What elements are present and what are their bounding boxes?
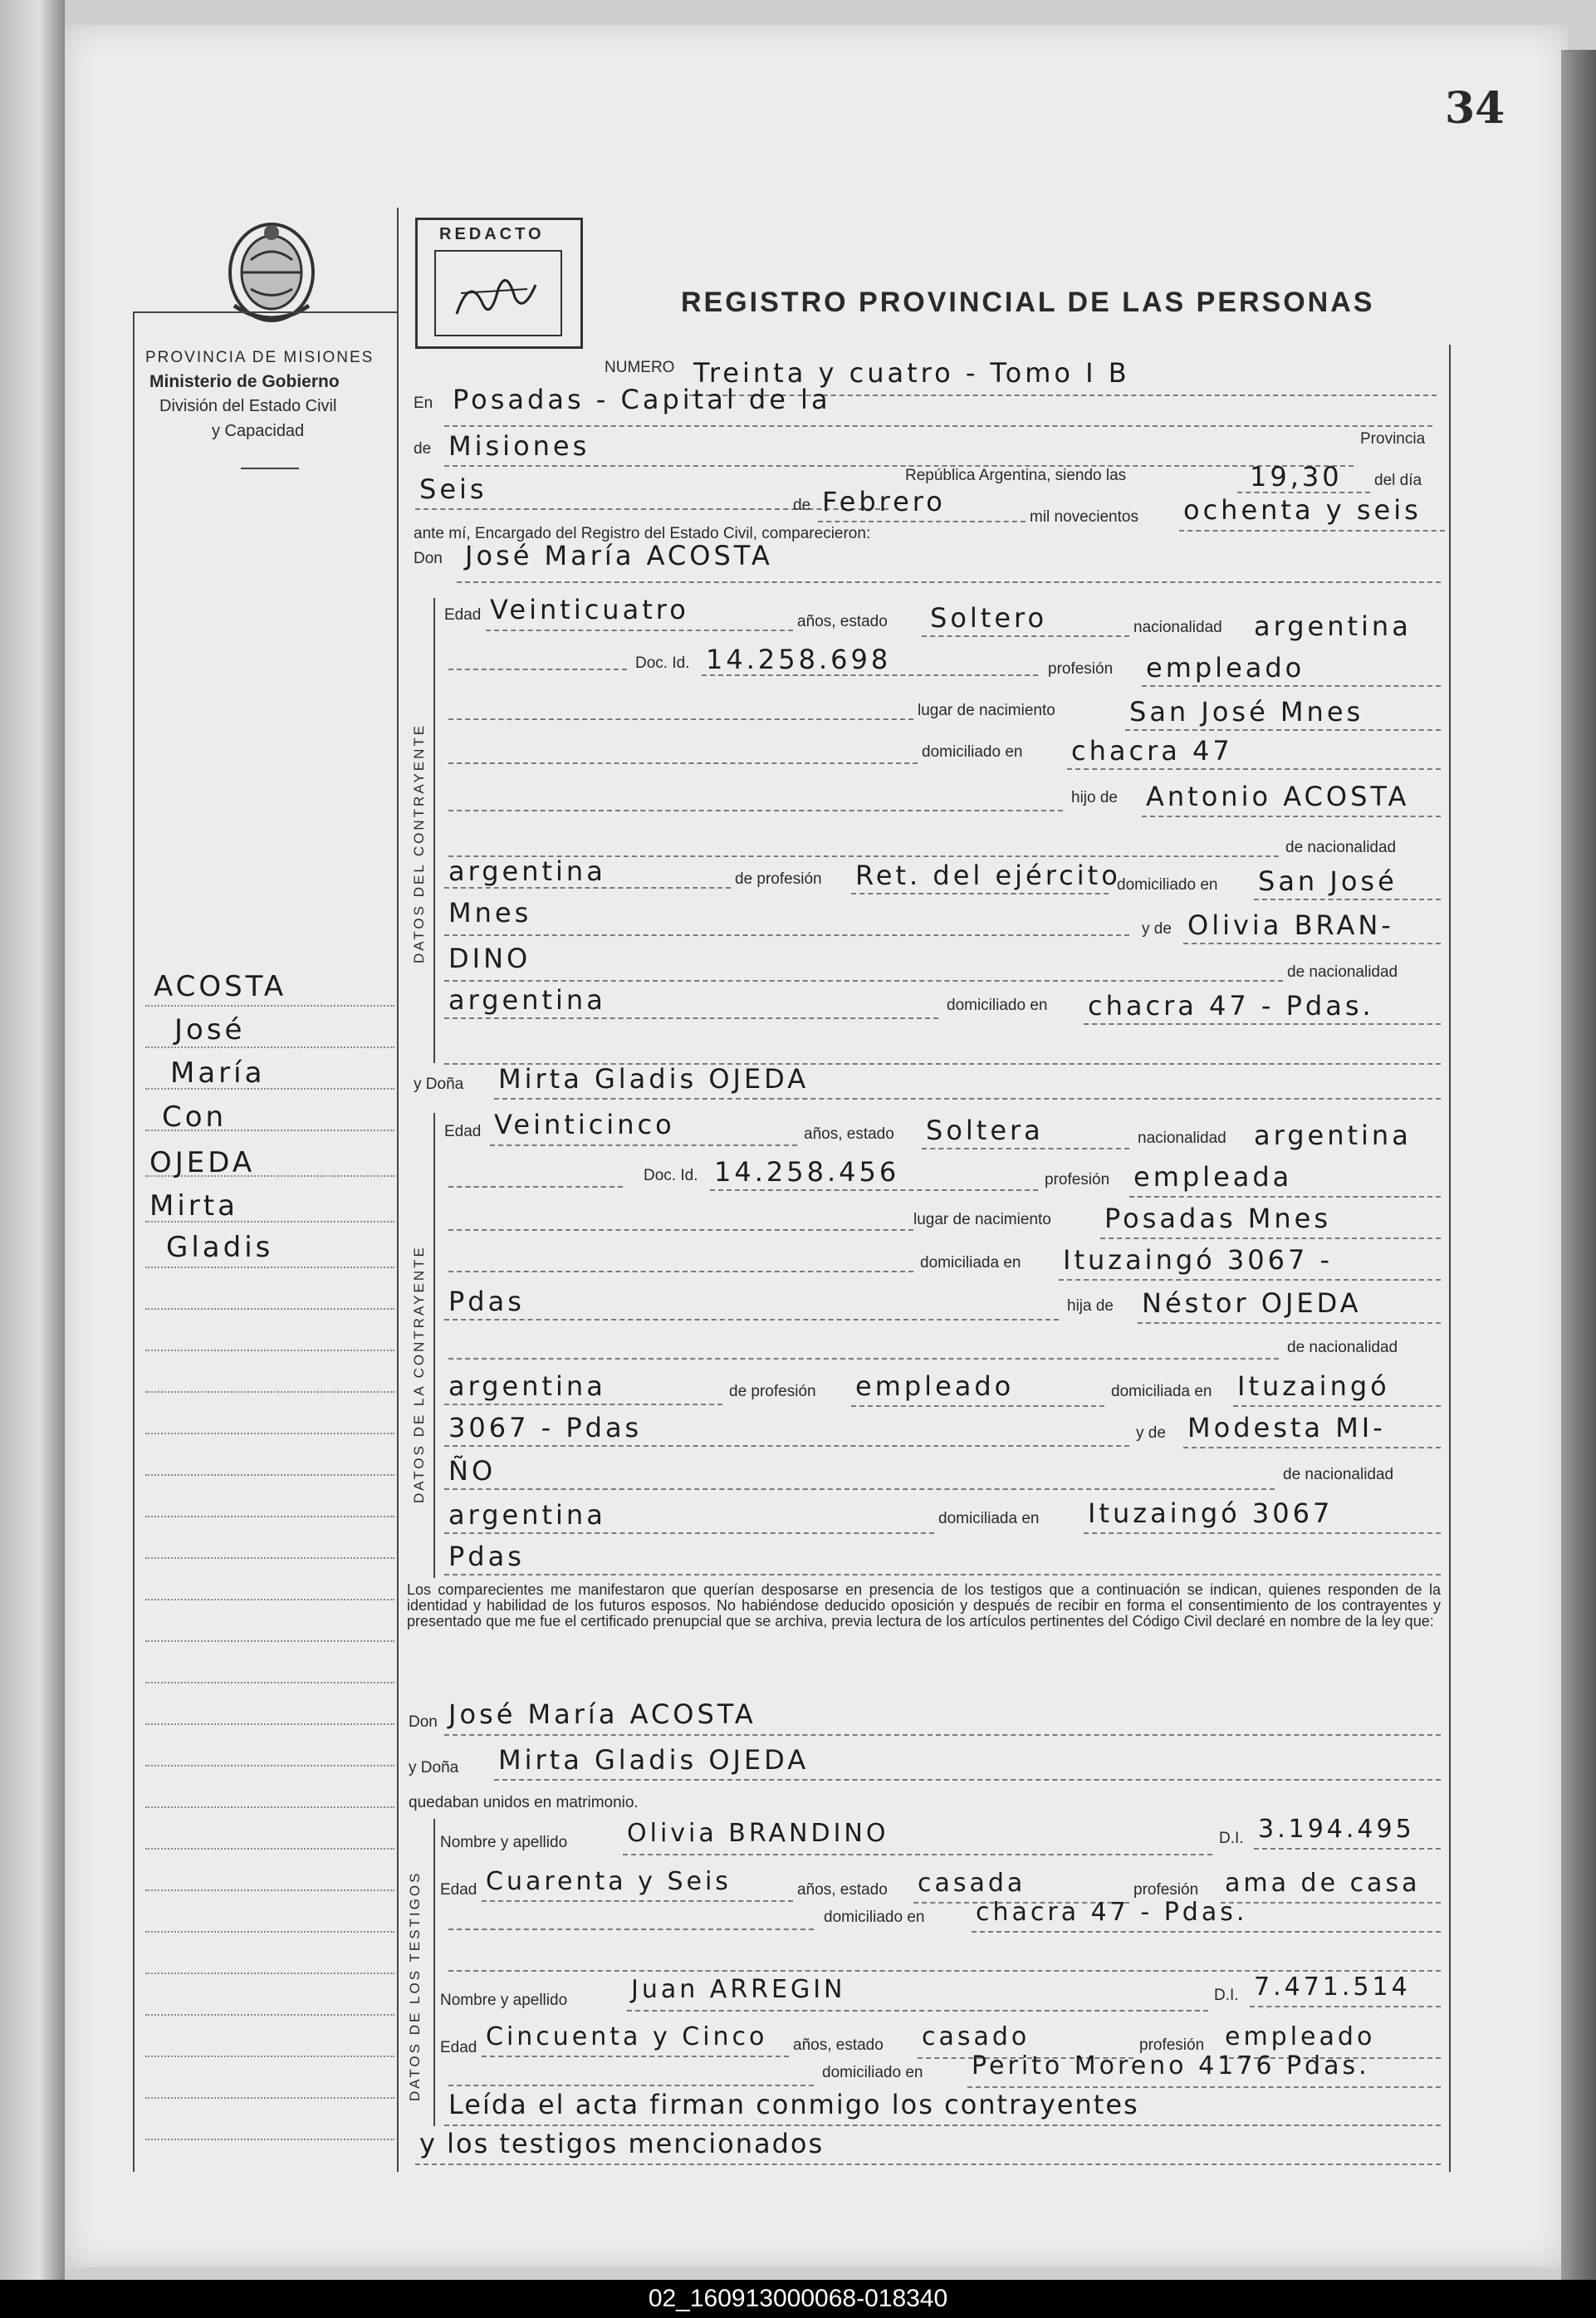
c2-estado: Soltera xyxy=(926,1115,1044,1146)
office-underline xyxy=(241,468,299,469)
t1-di-label: D.I. xyxy=(1219,1830,1244,1847)
c2-madre-nac: argentina xyxy=(448,1499,606,1531)
de-mes-label: de xyxy=(793,497,811,514)
c1-doc: 14.258.698 xyxy=(706,644,892,675)
c1-de-nac-label: de nacionalidad xyxy=(1285,839,1397,856)
stamp-signature xyxy=(434,250,562,336)
decl-unidos: quedaban unidos en matrimonio. xyxy=(409,1794,639,1811)
margin-note-name-2: María xyxy=(170,1056,266,1090)
republica-label: República Argentina, siendo las xyxy=(905,467,1127,484)
t1-profesion: ama de casa xyxy=(1225,1869,1421,1898)
c2-doc: 14.258.456 xyxy=(714,1156,900,1188)
c2-nac-label: nacionalidad xyxy=(1138,1130,1226,1147)
margin-note-surname: ACOSTA xyxy=(154,970,287,1003)
decl-dona: Mirta Gladis OJEDA xyxy=(498,1744,810,1776)
margin-note-name-1: José xyxy=(174,1013,246,1046)
c2-dom-label: domiciliada en xyxy=(920,1254,1021,1272)
t2-edad: Cincuenta y Cinco xyxy=(486,2022,768,2051)
c1-estado: Soltero xyxy=(930,602,1048,634)
t1-nombre-label: Nombre y apellido xyxy=(440,1834,568,1851)
c1-dom2-label: domiciliado en xyxy=(1117,876,1218,894)
c1-de-nac2-label: de nacionalidad xyxy=(1287,963,1398,981)
form-left-border xyxy=(397,208,399,2172)
c2-padre: Néstor OJEDA xyxy=(1142,1287,1362,1319)
office-line-3: División del Estado Civil xyxy=(159,397,337,415)
t2-dom-label: domiciliado en xyxy=(822,2064,923,2081)
mil-label: mil novecientos xyxy=(1030,508,1138,526)
c2-padre-dom2: 3067 - Pdas xyxy=(448,1412,643,1443)
t1-prof-label: profesión xyxy=(1133,1881,1199,1899)
c1-dom3-label: domiciliado en xyxy=(947,997,1048,1014)
c2-madre2: ÑO xyxy=(448,1455,497,1487)
t2-estado: casado xyxy=(922,2022,1031,2051)
contrayente2-bracket xyxy=(433,1113,435,1578)
c2-de-nac2-label: de nacionalidad xyxy=(1283,1466,1394,1483)
office-line-4: y Capacidad xyxy=(212,422,305,440)
contrayente1-bracket xyxy=(433,598,435,1063)
c1-padre-dom: San José xyxy=(1258,865,1398,897)
margin-top-border xyxy=(133,311,399,313)
anio-value: ochenta y seis xyxy=(1183,494,1422,526)
c1-edad-label: Edad xyxy=(444,606,482,624)
t2-nombre-label: Nombre y apellido xyxy=(440,1992,568,2009)
c2-domicilio2: Pdas xyxy=(448,1286,525,1317)
t2-profesion: empleado xyxy=(1225,2022,1376,2051)
t1-edad: Cuarenta y Seis xyxy=(486,1867,732,1896)
c2-anios-label: años, estado xyxy=(804,1125,894,1143)
c1-madre-nac: argentina xyxy=(448,984,606,1016)
t2-dom: Perito Moreno 4176 Pdas. xyxy=(972,2051,1370,2080)
dona-label: y Doña xyxy=(414,1076,464,1093)
t2-anios-label: años, estado xyxy=(793,2036,884,2054)
right-page-edge xyxy=(1561,50,1596,2280)
image-id-caption: 02_160913000068-018340 xyxy=(648,2285,948,2312)
numero-label: NUMERO xyxy=(605,359,675,376)
t2-nombre: Juan ARREGIN xyxy=(631,1975,846,2004)
margin-note-name-4: Gladis xyxy=(166,1231,274,1264)
de-label: de xyxy=(414,440,432,458)
c2-edad-label: Edad xyxy=(444,1123,482,1140)
c2-madre-dom2: Pdas xyxy=(448,1541,525,1572)
form-right-border xyxy=(1449,345,1451,2172)
ante-label: ante mí, Encargado del Registro del Estado Civil, comparecieron: xyxy=(414,525,871,542)
t2-di-label: D.I. xyxy=(1214,1987,1239,2004)
c2-lugar-label: lugar de nacimiento xyxy=(913,1211,1051,1228)
hora-value: 19,30 xyxy=(1250,461,1343,493)
t1-edad-label: Edad xyxy=(440,1881,477,1899)
c2-de-prof-label: de profesión xyxy=(729,1383,816,1400)
t2-prof-label: profesión xyxy=(1139,2036,1205,2054)
c2-edad: Veinticinco xyxy=(494,1109,675,1140)
t1-dom: chacra 47 - Pdas. xyxy=(976,1898,1248,1927)
c2-hija-label: hija de xyxy=(1067,1297,1114,1315)
c1-prof-label: profesión xyxy=(1048,660,1114,678)
c1-padre-prof: Ret. del ejército xyxy=(855,860,1121,891)
provincial-seal xyxy=(218,214,326,331)
c1-padre: Antonio ACOSTA xyxy=(1146,781,1410,812)
margin-column-border xyxy=(133,311,135,2172)
contrayente2-nombre: Mirta Gladis OJEDA xyxy=(498,1063,810,1095)
margin-note-surname-2: OJEDA xyxy=(149,1146,256,1179)
c1-madre: Olivia BRAN- xyxy=(1187,909,1394,941)
cierre-line-1: Leída el acta firman conmigo los contrayentes xyxy=(448,2089,1139,2120)
register-title: REGISTRO PROVINCIAL DE LAS PERSONAS xyxy=(681,287,1375,318)
c1-doc-label: Doc. Id. xyxy=(635,654,690,672)
c2-madre-dom: Ituzaingó 3067 xyxy=(1088,1497,1334,1529)
c2-padre-nac: argentina xyxy=(448,1370,606,1402)
en-value: Posadas - Capital de la xyxy=(453,384,831,415)
c1-edad: Veinticuatro xyxy=(490,594,689,625)
c2-padre-dom: Ituzaingó xyxy=(1237,1370,1390,1402)
c2-madre: Modesta MI- xyxy=(1187,1412,1386,1443)
contrayente1-section-label: DATOS DEL CONTRAYENTE xyxy=(411,723,427,963)
t1-estado: casada xyxy=(918,1869,1026,1898)
c1-de-prof-label: de profesión xyxy=(735,870,822,888)
contrayente2-section-label: DATOS DE LA CONTRAYENTE xyxy=(411,1245,427,1503)
decl-dona-label: y Doña xyxy=(409,1759,459,1776)
margin-note-con: Con xyxy=(162,1100,228,1134)
t2-edad-label: Edad xyxy=(440,2039,477,2056)
c1-padre-nac: argentina xyxy=(448,855,606,887)
c2-dom2-label: domiciliada en xyxy=(1111,1383,1212,1400)
c1-profesion: empleado xyxy=(1146,652,1305,684)
office-line-2: Ministerio de Gobierno xyxy=(149,372,340,391)
c1-lugar: San José Mnes xyxy=(1129,696,1364,728)
dia-value: Seis xyxy=(419,473,487,505)
c1-y-de-label: y de xyxy=(1142,920,1172,938)
c2-y-de-label: y de xyxy=(1136,1424,1166,1442)
c2-dom3-label: domiciliada en xyxy=(938,1510,1040,1527)
office-line-1: PROVINCIA DE MISIONES xyxy=(145,349,375,366)
c1-lugar-label: lugar de nacimiento xyxy=(918,702,1055,719)
t1-nombre: Olivia BRANDINO xyxy=(627,1819,889,1848)
provincia-label: Provincia xyxy=(1360,430,1426,448)
c1-madre2: DINO xyxy=(448,943,531,974)
cierre-line-2: y los testigos mencionados xyxy=(419,2128,825,2159)
mes-value: Febrero xyxy=(822,486,946,517)
c1-madre-dom: chacra 47 - Pdas. xyxy=(1088,990,1374,1022)
c1-nac-label: nacionalidad xyxy=(1133,619,1222,636)
decl-don-label: Don xyxy=(409,1713,438,1731)
c2-domicilio: Ituzaingó 3067 - xyxy=(1063,1244,1334,1276)
testigos-bracket xyxy=(433,1819,435,2126)
c2-padre-prof: empleado xyxy=(855,1370,1015,1402)
del-dia-label: del día xyxy=(1374,472,1422,489)
t1-dom-label: domiciliado en xyxy=(824,1909,925,1926)
t1-di: 3.194.495 xyxy=(1258,1815,1415,1844)
numero-value: Treinta y cuatro - Tomo I B xyxy=(693,357,1130,389)
c1-hijo-label: hijo de xyxy=(1071,789,1118,806)
declaration-text: Los comparecientes me manifestaron que querían desposarse en presencia de los testigos que a continuación se indican, quienes responden de la identidad y habilidad de los futuros esposos. No habiéndose deducido oposición y después de recibir en forma el consentimiento de los contrayentes y presentado que me fue el certificado prenupcial que se archiva, previa lectura de los artículos pertinentes del Código Civil declaré en nombre de la ley que: xyxy=(407,1581,1441,1629)
c2-de-nac-label: de nacionalidad xyxy=(1287,1339,1398,1356)
stamp-title: REDACTO xyxy=(439,225,545,243)
left-page-edge xyxy=(0,0,65,2280)
t2-di: 7.471.514 xyxy=(1254,1973,1411,2002)
en-label: En xyxy=(414,395,433,412)
t1-anios-label: años, estado xyxy=(797,1881,888,1899)
c1-anios-label: años, estado xyxy=(797,613,888,630)
c1-nacionalidad: argentina xyxy=(1254,610,1412,642)
provincia-value: Misiones xyxy=(448,430,590,462)
redacto-stamp xyxy=(415,218,583,349)
c2-profesion: empleada xyxy=(1133,1161,1293,1193)
c2-doc-label: Doc. Id. xyxy=(644,1167,698,1184)
contrayente1-nombre: José María ACOSTA xyxy=(465,540,773,571)
margin-note-name-3: Mirta xyxy=(149,1189,238,1223)
decl-don: José María ACOSTA xyxy=(448,1698,756,1730)
testigos-section-label: DATOS DE LOS TESTIGOS xyxy=(407,1870,423,2101)
c1-domicilio: chacra 47 xyxy=(1071,735,1233,767)
c2-prof-label: profesión xyxy=(1045,1171,1110,1188)
c1-padre-dom2: Mnes xyxy=(448,897,532,929)
c2-lugar: Posadas Mnes xyxy=(1104,1203,1332,1234)
page-number: 34 xyxy=(1445,83,1505,134)
c1-dom-label: domiciliado en xyxy=(922,743,1023,761)
don-label: Don xyxy=(414,550,443,567)
c2-nacionalidad: argentina xyxy=(1254,1120,1412,1151)
